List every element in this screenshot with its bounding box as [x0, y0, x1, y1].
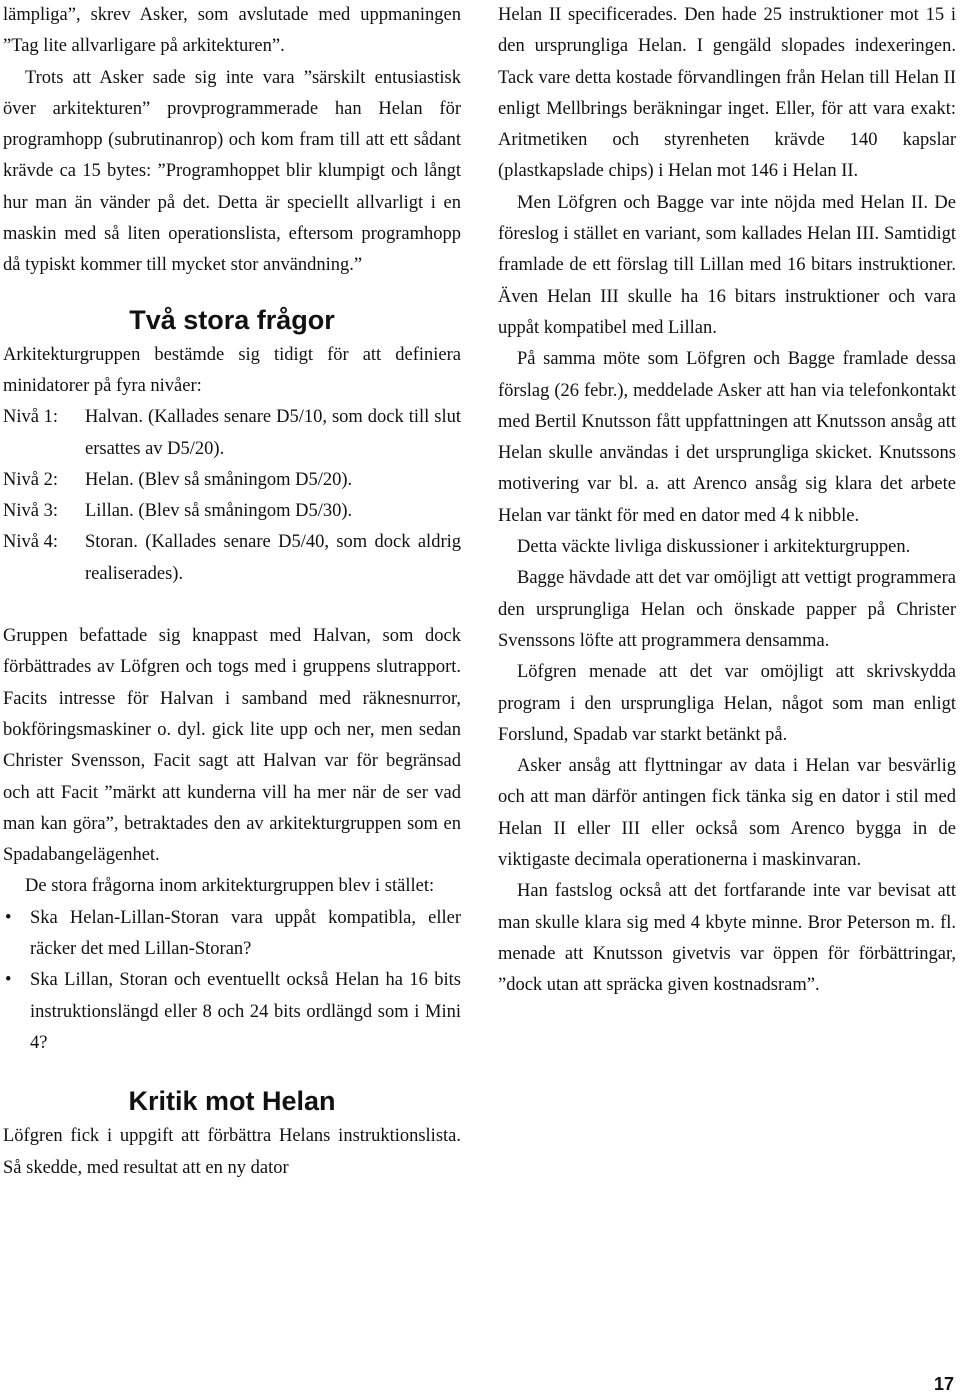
intro-paragraph-2: Trots att Asker sade sig inte vara ”särskilt entusiastisk över arkitekturen” provprogrammerade han Helan för programhopp (subrutinanrop) och kom fram till att ett sådant krävde ca 15 bytes: ”Programhoppet blir klumpigt och långt hur man än vänder på det. Detta är speciellt allvarligt i en maskin med så liten operationslista, eftersom programhopp då typiskt kommer till mycket stor användning.” — [3, 67, 461, 276]
list-item-text: Ska Helan-Lillan-Storan vara uppåt kompatibla, eller räcker det med Lillan-Storan? — [30, 907, 461, 960]
question-list — [3, 903, 461, 1059]
levels-list — [3, 402, 461, 590]
left-column — [3, 0, 461, 1184]
right-paragraph-1: Helan II specificerades. Den hade 25 instruktioner mot 15 i den ursprungliga Helan. I gengäld slopades indexeringen. Tack vare detta kostade förvandlingen från Helan till Helan II enligt Mellbrings beräkningar inget. Eller, för att vara exakt: Aritmetiken och styrenheten krävde 140 kapslar (plastkapslade chips) i Helan mot 146 i Helan II. — [498, 5, 956, 182]
heading-kritik-mot-helan: Kritik mot Helan — [128, 1086, 336, 1117]
right-paragraph-4: Detta väckte livliga diskussioner i arkitekturgruppen. — [517, 537, 911, 558]
intro-paragraph-1: lämpliga”, skrev Asker, som avslutade med uppmaningen ”Tag lite allvarligare på arkitekturen”. — [3, 5, 461, 57]
right-paragraph-8: Han fastslog också att det fortfarande inte var bevisat att man skulle klara sig med 4 kbyte minne. Bror Peterson m. fl. menade att Knutsson givetvis var öppen för förbättringar, ”dock utan att spräcka given kostnadsram”. — [498, 881, 956, 996]
page-number: 17 — [933, 1374, 954, 1394]
level-item — [3, 465, 461, 496]
level-label: Nivå 3: — [3, 501, 58, 522]
bullet-icon: • — [5, 907, 12, 928]
right-paragraph-6: Löfgren menade att det var omöjligt att skrivskydda program i den ursprungliga Helan, något som man enligt Forslund, Spadab var starkt betänkt på. — [498, 662, 956, 745]
paragraph-halvan: Gruppen befattade sig knappast med Halvan, som dock förbättrades av Löfgren och togs med i gruppens slutrapport. Facits intresse för Halvan i samband med räknesnurror, bokföringsmaskiner o. dyl. gick lite upp och ner, men sedan Christer Svensson, Facit sagt att Halvan var för begränsad och att Facit ”märkt att kunderna vill ha mer när de ser vad man kan göra”, betraktades den av arkitekturgruppen som en Spadabangelägenhet. — [3, 626, 461, 866]
level-item — [3, 496, 461, 527]
level-label: Nivå 1: — [3, 407, 58, 428]
level-text: Storan. (Kallades senare D5/40, som dock aldrig realiserades). — [85, 532, 461, 584]
level-item — [3, 527, 461, 590]
paragraph-kritik: Löfgren fick i uppgift att förbättra Helans instruktionslista. Så skedde, med resultat att en ny dator — [3, 1126, 461, 1178]
right-paragraph-2: Men Löfgren och Bagge var inte nöjda med Helan II. De föreslog i stället en variant, som kallades Helan III. Samtidigt framlade de ett förslag till Lillan med 16 bitars instruktioner. Även Helan III skulle ha 16 bitars instruktioner och vara uppåt kompatibel med Lillan. — [498, 192, 956, 338]
right-paragraph-5: Bagge hävdade att det var omöjligt att vettigt programmera den ursprungliga Helan och önskade papper på Christer Svenssons löfte att programmera densamma. — [498, 568, 956, 651]
level-text: Halvan. (Kallades senare D5/10, som dock till slut ersattes av D5/20). — [85, 407, 461, 459]
level-text: Lillan. (Blev så småningom D5/30). — [85, 501, 353, 522]
level-label: Nivå 2: — [3, 469, 58, 490]
right-paragraph-7: Asker ansåg att flyttningar av data i Helan var besvärlig och att man därför antingen fick tänka sig en dator i stil med Helan II eller III eller också som Arenco bygga in de viktigaste decimala operationerna i maskinvaran. — [498, 756, 956, 871]
level-item — [3, 402, 461, 465]
paragraph-questions: De stora frågorna inom arkitekturgruppen blev i stället: — [25, 876, 435, 897]
heading-tva-stora-fragor: Två stora frågor — [129, 304, 335, 335]
bullet-icon: • — [5, 970, 12, 991]
right-paragraph-3: På samma möte som Löfgren och Bagge framlade dessa förslag (26 febr.), meddelade Asker att han via telefonkontakt med Bertil Knutsson fått uppfattningen att Knutsson ansåg att Helan skulle användas i det ursprungliga skicket. Knutssons motivering var bl. a. att Arenco ansåg sig klara det arbete Helan var tänkt för med en dator med 4 k nibble. — [498, 349, 956, 526]
list-item-text: Ska Lillan, Storan och eventuellt också Helan ha 16 bits instruktionslängd eller 8 och 24 bits ordlängd som i Mini 4? — [30, 970, 461, 1053]
level-label: Nivå 4: — [3, 532, 58, 553]
right-column — [498, 0, 956, 1002]
list-item — [3, 903, 461, 966]
list-item — [3, 965, 461, 1059]
level-text: Helan. (Blev så småningom D5/20). — [85, 469, 353, 490]
levels-intro: Arkitekturgruppen bestämde sig tidigt för att definiera minidatorer på fyra nivåer: — [3, 344, 461, 396]
